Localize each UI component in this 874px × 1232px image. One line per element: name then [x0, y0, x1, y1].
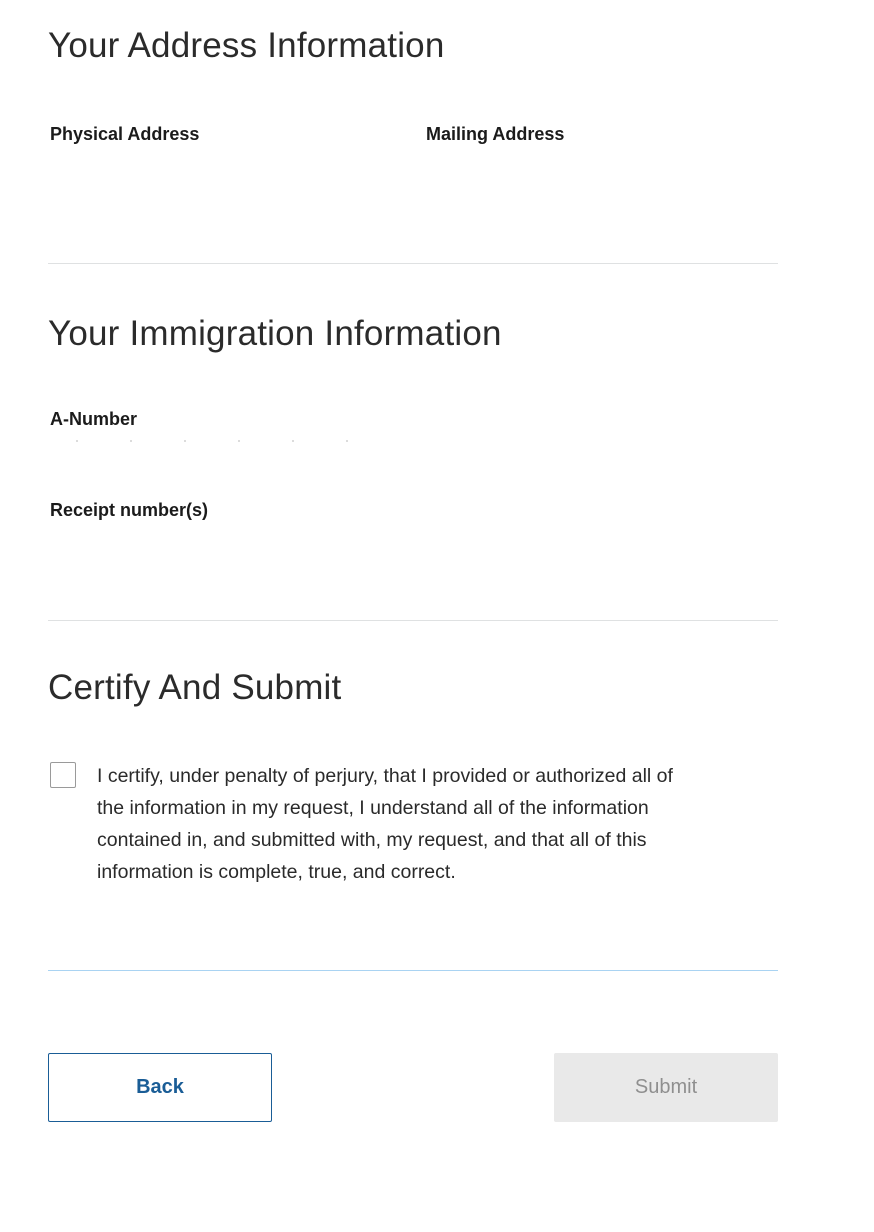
a-number-label: A-Number — [50, 409, 138, 429]
immigration-section-title: Your Immigration Information — [48, 314, 502, 353]
certify-statement-line: information is complete, true, and correct. — [97, 861, 456, 883]
physical-address-label: Physical Address — [50, 124, 200, 144]
certify-statement-line: contained in, and submitted with, my request, and that all of this — [97, 829, 647, 851]
certify-statement-line: I certify, under penalty of perjury, that I provided or authorized all of — [97, 765, 673, 787]
back-button[interactable]: Back — [48, 1053, 272, 1122]
a-number-value-placeholder — [50, 440, 380, 442]
certify-section-title: Certify And Submit — [48, 668, 342, 707]
certify-statement — [97, 760, 777, 888]
certify-statement-line: the information in my request, I understand all of the information — [97, 797, 649, 819]
submit-button[interactable]: Submit — [554, 1053, 778, 1122]
receipt-numbers-label: Receipt number(s) — [50, 500, 209, 520]
certify-section-divider — [48, 970, 778, 971]
address-section-divider — [48, 263, 778, 264]
certify-checkbox[interactable] — [50, 762, 76, 788]
address-section-title: Your Address Information — [48, 26, 445, 65]
mailing-address-label: Mailing Address — [426, 124, 565, 144]
immigration-section-divider — [48, 620, 778, 621]
